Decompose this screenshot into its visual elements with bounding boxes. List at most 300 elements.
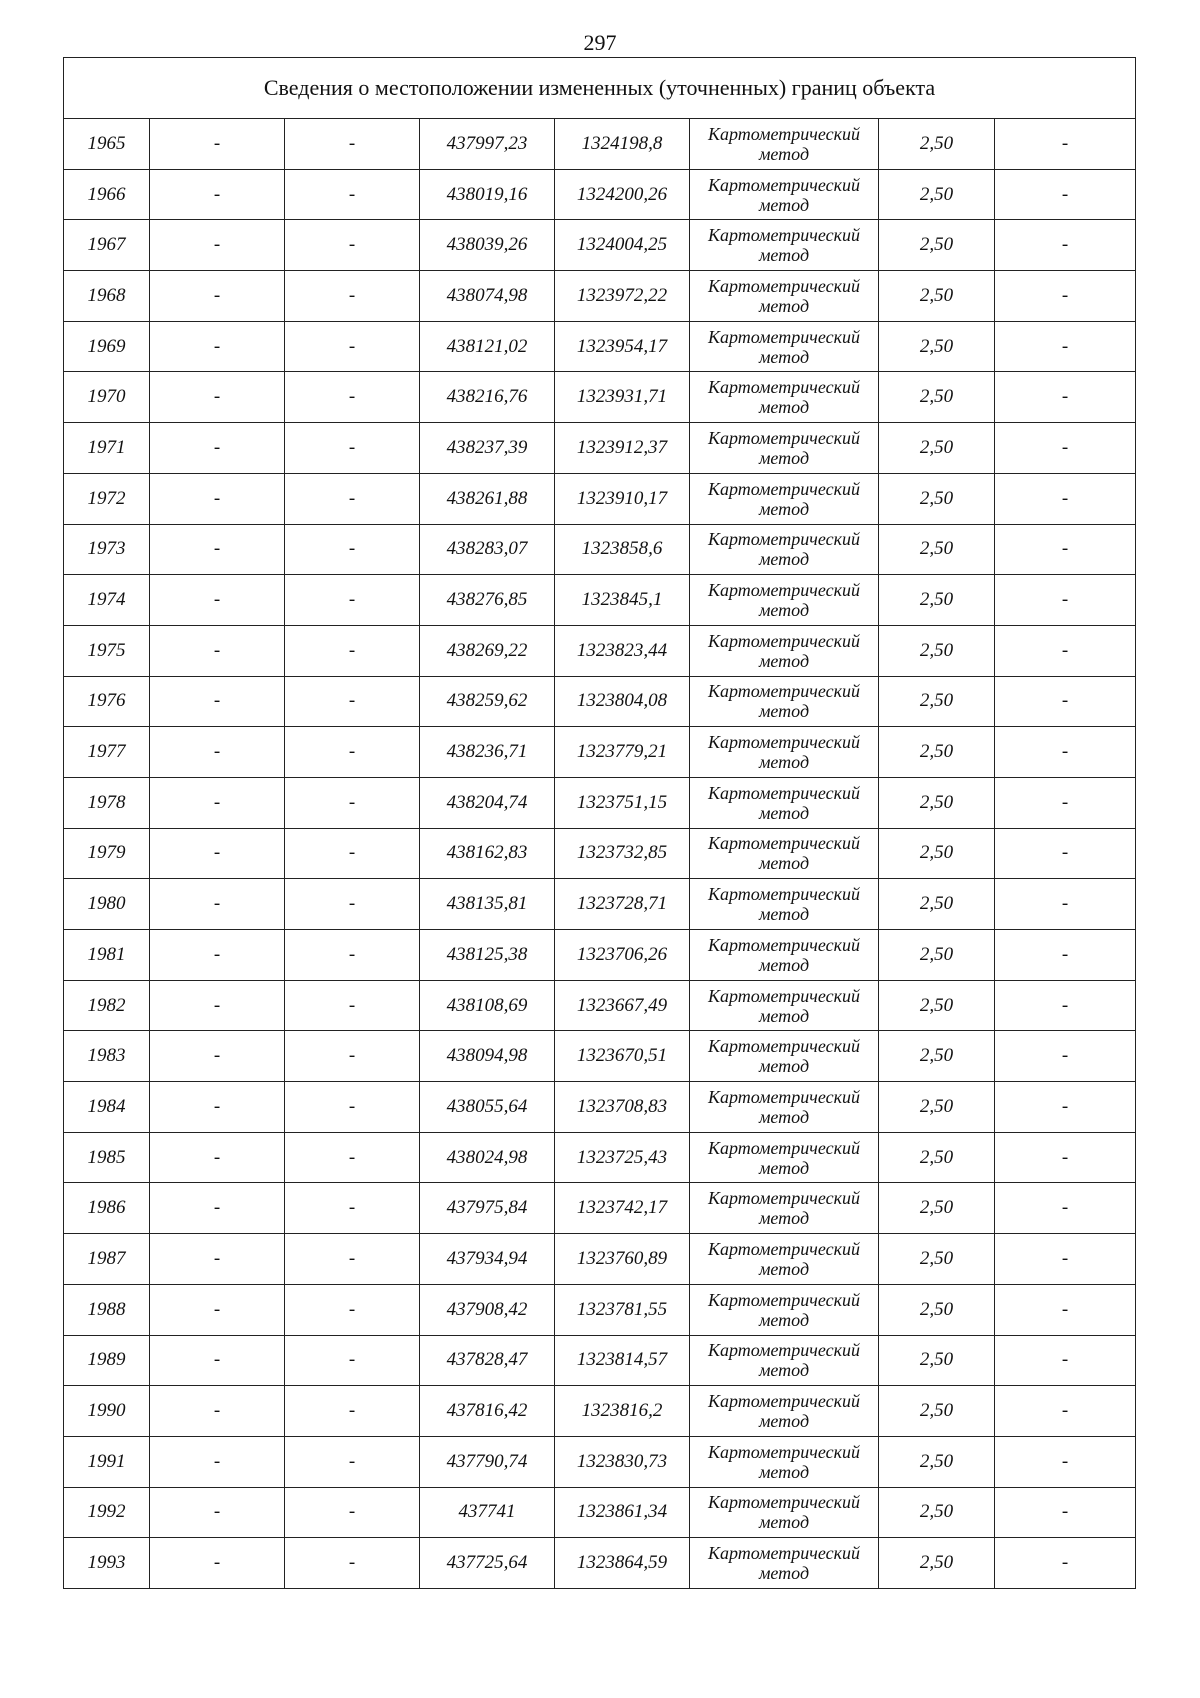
y-coordinate-cell: 1323667,49 — [555, 980, 690, 1031]
table-row — [64, 1132, 1136, 1183]
method-text: Картометрический — [707, 1543, 860, 1564]
old-x-cell: - — [150, 169, 285, 220]
description-cell: - — [995, 980, 1136, 1031]
method-cell — [690, 372, 879, 423]
description-cell: - — [995, 930, 1136, 981]
old-y-cell: - — [285, 1386, 420, 1437]
y-coordinate-cell: 1323954,17 — [555, 321, 690, 372]
point-number-cell: 1987 — [64, 1234, 150, 1285]
method-text: метод — [758, 650, 810, 671]
accuracy-cell: 2,50 — [879, 1284, 995, 1335]
accuracy-cell: 2,50 — [879, 372, 995, 423]
x-coordinate-cell: 438019,16 — [420, 169, 555, 220]
table-row — [64, 1234, 1136, 1285]
description-cell: - — [995, 1538, 1136, 1589]
table-row — [64, 980, 1136, 1031]
description-cell: - — [995, 1436, 1136, 1487]
x-coordinate-cell: 437725,64 — [420, 1538, 555, 1589]
point-number-cell: 1992 — [64, 1487, 150, 1538]
method-text: Картометрический — [707, 275, 860, 296]
point-number-cell: 1989 — [64, 1335, 150, 1386]
method-cell — [690, 169, 879, 220]
accuracy-cell: 2,50 — [879, 1031, 995, 1082]
y-coordinate-cell: 1324004,25 — [555, 220, 690, 271]
method-text: метод — [758, 1208, 810, 1229]
method-text: метод — [758, 447, 810, 468]
y-coordinate-cell: 1323725,43 — [555, 1132, 690, 1183]
table-row — [64, 575, 1136, 626]
table-row — [64, 372, 1136, 423]
method-text: Картометрический — [707, 681, 860, 702]
method-cell — [690, 777, 879, 828]
old-y-cell: - — [285, 1031, 420, 1082]
table-row — [64, 828, 1136, 879]
old-x-cell: - — [150, 879, 285, 930]
method-text: метод — [758, 904, 810, 925]
method-text: Картометрический — [707, 1391, 860, 1412]
old-x-cell: - — [150, 727, 285, 778]
old-y-cell: - — [285, 625, 420, 676]
method-text: Картометрический — [707, 529, 860, 550]
old-y-cell: - — [285, 1082, 420, 1133]
table-row — [64, 423, 1136, 474]
y-coordinate-cell: 1323728,71 — [555, 879, 690, 930]
point-number-cell: 1990 — [64, 1386, 150, 1437]
y-coordinate-cell: 1323861,34 — [555, 1487, 690, 1538]
y-coordinate-cell: 1323910,17 — [555, 473, 690, 524]
x-coordinate-cell: 438108,69 — [420, 980, 555, 1031]
x-coordinate-cell: 438074,98 — [420, 271, 555, 322]
method-text: метод — [758, 1461, 810, 1482]
old-y-cell: - — [285, 980, 420, 1031]
method-text: метод — [758, 1005, 810, 1026]
description-cell: - — [995, 1335, 1136, 1386]
description-cell: - — [995, 1284, 1136, 1335]
method-text: Картометрический — [707, 478, 860, 499]
old-y-cell: - — [285, 1436, 420, 1487]
accuracy-cell: 2,50 — [879, 575, 995, 626]
method-text: метод — [758, 752, 810, 773]
accuracy-cell: 2,50 — [879, 1082, 995, 1133]
method-text: Картометрический — [707, 427, 860, 448]
method-text: Картометрический — [707, 1441, 860, 1462]
description-cell: - — [995, 879, 1136, 930]
y-coordinate-cell: 1323830,73 — [555, 1436, 690, 1487]
table-row — [64, 1487, 1136, 1538]
accuracy-cell: 2,50 — [879, 625, 995, 676]
table-row — [64, 119, 1136, 170]
point-number-cell: 1982 — [64, 980, 150, 1031]
x-coordinate-cell: 437816,42 — [420, 1386, 555, 1437]
old-x-cell: - — [150, 828, 285, 879]
description-cell: - — [995, 1132, 1136, 1183]
description-cell: - — [995, 828, 1136, 879]
method-cell — [690, 119, 879, 170]
accuracy-cell: 2,50 — [879, 220, 995, 271]
description-cell: - — [995, 1234, 1136, 1285]
method-cell — [690, 423, 879, 474]
old-y-cell: - — [285, 271, 420, 322]
old-y-cell: - — [285, 676, 420, 727]
x-coordinate-cell: 437741 — [420, 1487, 555, 1538]
method-cell — [690, 676, 879, 727]
method-cell — [690, 727, 879, 778]
old-x-cell: - — [150, 980, 285, 1031]
accuracy-cell: 2,50 — [879, 1538, 995, 1589]
description-cell: - — [995, 372, 1136, 423]
description-cell: - — [995, 423, 1136, 474]
x-coordinate-cell: 438024,98 — [420, 1132, 555, 1183]
old-x-cell: - — [150, 1284, 285, 1335]
method-cell — [690, 271, 879, 322]
old-y-cell: - — [285, 727, 420, 778]
old-y-cell: - — [285, 1538, 420, 1589]
point-number-cell: 1977 — [64, 727, 150, 778]
description-cell: - — [995, 271, 1136, 322]
description-cell: - — [995, 575, 1136, 626]
old-x-cell: - — [150, 1436, 285, 1487]
method-text: метод — [758, 1411, 810, 1432]
old-x-cell: - — [150, 372, 285, 423]
old-x-cell: - — [150, 271, 285, 322]
y-coordinate-cell: 1323864,59 — [555, 1538, 690, 1589]
method-text: Картометрический — [707, 1188, 860, 1209]
description-cell: - — [995, 1183, 1136, 1234]
x-coordinate-cell: 438259,62 — [420, 676, 555, 727]
y-coordinate-cell: 1323751,15 — [555, 777, 690, 828]
method-cell — [690, 1183, 879, 1234]
table-row — [64, 473, 1136, 524]
x-coordinate-cell: 437790,74 — [420, 1436, 555, 1487]
old-x-cell: - — [150, 676, 285, 727]
table-row — [64, 321, 1136, 372]
accuracy-cell: 2,50 — [879, 828, 995, 879]
table-row — [64, 271, 1136, 322]
old-y-cell: - — [285, 321, 420, 372]
y-coordinate-cell: 1323760,89 — [555, 1234, 690, 1285]
y-coordinate-cell: 1323732,85 — [555, 828, 690, 879]
point-number-cell: 1985 — [64, 1132, 150, 1183]
x-coordinate-cell: 438204,74 — [420, 777, 555, 828]
old-y-cell: - — [285, 828, 420, 879]
y-coordinate-cell: 1323845,1 — [555, 575, 690, 626]
x-coordinate-cell: 438237,39 — [420, 423, 555, 474]
table-title-row — [64, 58, 1136, 119]
method-text: Картометрический — [707, 225, 860, 246]
table-row — [64, 169, 1136, 220]
description-cell: - — [995, 1487, 1136, 1538]
method-text: Картометрический — [707, 123, 860, 144]
old-y-cell: - — [285, 423, 420, 474]
boundary-coordinates-table — [63, 57, 1136, 1589]
table-row — [64, 1386, 1136, 1437]
old-x-cell: - — [150, 119, 285, 170]
old-y-cell: - — [285, 524, 420, 575]
method-text: Картометрический — [707, 1137, 860, 1158]
method-text: Картометрический — [707, 782, 860, 803]
accuracy-cell: 2,50 — [879, 879, 995, 930]
method-text: метод — [758, 143, 810, 164]
accuracy-cell: 2,50 — [879, 980, 995, 1031]
method-text: Картометрический — [707, 884, 860, 905]
method-text: Картометрический — [707, 833, 860, 854]
description-cell: - — [995, 321, 1136, 372]
method-text: метод — [758, 1157, 810, 1178]
method-text: метод — [758, 701, 810, 722]
x-coordinate-cell: 438055,64 — [420, 1082, 555, 1133]
accuracy-cell: 2,50 — [879, 1132, 995, 1183]
method-text: Картометрический — [707, 174, 860, 195]
description-cell: - — [995, 473, 1136, 524]
point-number-cell: 1968 — [64, 271, 150, 322]
x-coordinate-cell: 438125,38 — [420, 930, 555, 981]
method-text: метод — [758, 1309, 810, 1330]
y-coordinate-cell: 1323779,21 — [555, 727, 690, 778]
point-number-cell: 1978 — [64, 777, 150, 828]
old-x-cell: - — [150, 1487, 285, 1538]
table-row — [64, 220, 1136, 271]
method-text: Картометрический — [707, 985, 860, 1006]
accuracy-cell: 2,50 — [879, 321, 995, 372]
point-number-cell: 1966 — [64, 169, 150, 220]
point-number-cell: 1972 — [64, 473, 150, 524]
y-coordinate-cell: 1323912,37 — [555, 423, 690, 474]
method-cell — [690, 1031, 879, 1082]
point-number-cell: 1991 — [64, 1436, 150, 1487]
description-cell: - — [995, 119, 1136, 170]
accuracy-cell: 2,50 — [879, 271, 995, 322]
page-number: 297 — [583, 30, 617, 55]
y-coordinate-cell: 1323816,2 — [555, 1386, 690, 1437]
old-y-cell: - — [285, 119, 420, 170]
y-coordinate-cell: 1323804,08 — [555, 676, 690, 727]
x-coordinate-cell: 438162,83 — [420, 828, 555, 879]
accuracy-cell: 2,50 — [879, 524, 995, 575]
y-coordinate-cell: 1324200,26 — [555, 169, 690, 220]
method-text: Картометрический — [707, 326, 860, 347]
y-coordinate-cell: 1323931,71 — [555, 372, 690, 423]
table-row — [64, 1284, 1136, 1335]
method-cell — [690, 1436, 879, 1487]
method-text: Картометрический — [707, 377, 860, 398]
point-number-cell: 1986 — [64, 1183, 150, 1234]
x-coordinate-cell: 438236,71 — [420, 727, 555, 778]
x-coordinate-cell: 438276,85 — [420, 575, 555, 626]
table-row — [64, 1031, 1136, 1082]
method-text: метод — [758, 346, 810, 367]
y-coordinate-cell: 1323823,44 — [555, 625, 690, 676]
old-x-cell: - — [150, 625, 285, 676]
method-cell — [690, 321, 879, 372]
method-text: метод — [758, 802, 810, 823]
accuracy-cell: 2,50 — [879, 1335, 995, 1386]
method-text: метод — [758, 295, 810, 316]
method-cell — [690, 1386, 879, 1437]
old-y-cell: - — [285, 169, 420, 220]
old-x-cell: - — [150, 473, 285, 524]
table-row — [64, 1335, 1136, 1386]
x-coordinate-cell: 437934,94 — [420, 1234, 555, 1285]
y-coordinate-cell: 1323781,55 — [555, 1284, 690, 1335]
method-text: метод — [758, 954, 810, 975]
table-row — [64, 1183, 1136, 1234]
method-cell — [690, 1082, 879, 1133]
point-number-cell: 1971 — [64, 423, 150, 474]
table-row — [64, 727, 1136, 778]
method-cell — [690, 1487, 879, 1538]
table-row — [64, 1082, 1136, 1133]
method-text: Картометрический — [707, 1238, 860, 1259]
y-coordinate-cell: 1323706,26 — [555, 930, 690, 981]
table-row — [64, 777, 1136, 828]
table-row — [64, 930, 1136, 981]
method-text: метод — [758, 1563, 810, 1584]
point-number-cell: 1988 — [64, 1284, 150, 1335]
point-number-cell: 1980 — [64, 879, 150, 930]
x-coordinate-cell: 437908,42 — [420, 1284, 555, 1335]
method-cell — [690, 220, 879, 271]
method-text: метод — [758, 853, 810, 874]
x-coordinate-cell: 438216,76 — [420, 372, 555, 423]
x-coordinate-cell: 437997,23 — [420, 119, 555, 170]
method-cell — [690, 980, 879, 1031]
table-title: Сведения о местоположении измененных (уточненных) границ объекта — [64, 58, 1136, 119]
method-text: Картометрический — [707, 1289, 860, 1310]
description-cell: - — [995, 169, 1136, 220]
description-cell: - — [995, 676, 1136, 727]
accuracy-cell: 2,50 — [879, 1183, 995, 1234]
accuracy-cell: 2,50 — [879, 169, 995, 220]
y-coordinate-cell: 1323708,83 — [555, 1082, 690, 1133]
method-text: метод — [758, 245, 810, 266]
accuracy-cell: 2,50 — [879, 1234, 995, 1285]
method-text: метод — [758, 600, 810, 621]
method-text: метод — [758, 397, 810, 418]
method-cell — [690, 1234, 879, 1285]
point-number-cell: 1993 — [64, 1538, 150, 1589]
method-text: Картометрический — [707, 1492, 860, 1513]
x-coordinate-cell: 438135,81 — [420, 879, 555, 930]
y-coordinate-cell: 1323742,17 — [555, 1183, 690, 1234]
method-cell — [690, 575, 879, 626]
old-x-cell: - — [150, 220, 285, 271]
table-row — [64, 879, 1136, 930]
description-cell: - — [995, 1082, 1136, 1133]
accuracy-cell: 2,50 — [879, 119, 995, 170]
old-y-cell: - — [285, 473, 420, 524]
old-x-cell: - — [150, 1335, 285, 1386]
point-number-cell: 1970 — [64, 372, 150, 423]
accuracy-cell: 2,50 — [879, 930, 995, 981]
old-x-cell: - — [150, 575, 285, 626]
old-y-cell: - — [285, 1335, 420, 1386]
point-number-cell: 1976 — [64, 676, 150, 727]
description-cell: - — [995, 727, 1136, 778]
x-coordinate-cell: 438261,88 — [420, 473, 555, 524]
point-number-cell: 1975 — [64, 625, 150, 676]
point-number-cell: 1973 — [64, 524, 150, 575]
method-text: метод — [758, 194, 810, 215]
point-number-cell: 1974 — [64, 575, 150, 626]
table-row — [64, 625, 1136, 676]
old-y-cell: - — [285, 220, 420, 271]
description-cell: - — [995, 777, 1136, 828]
old-x-cell: - — [150, 1538, 285, 1589]
old-x-cell: - — [150, 1082, 285, 1133]
old-x-cell: - — [150, 1132, 285, 1183]
method-cell — [690, 524, 879, 575]
accuracy-cell: 2,50 — [879, 676, 995, 727]
x-coordinate-cell: 437975,84 — [420, 1183, 555, 1234]
accuracy-cell: 2,50 — [879, 423, 995, 474]
point-number-cell: 1969 — [64, 321, 150, 372]
y-coordinate-cell: 1323670,51 — [555, 1031, 690, 1082]
accuracy-cell: 2,50 — [879, 473, 995, 524]
y-coordinate-cell: 1324198,8 — [555, 119, 690, 170]
description-cell: - — [995, 625, 1136, 676]
point-number-cell: 1967 — [64, 220, 150, 271]
method-cell — [690, 1538, 879, 1589]
y-coordinate-cell: 1323814,57 — [555, 1335, 690, 1386]
method-cell — [690, 930, 879, 981]
old-y-cell: - — [285, 372, 420, 423]
method-cell — [690, 828, 879, 879]
method-text: метод — [758, 1360, 810, 1381]
method-text: метод — [758, 549, 810, 570]
description-cell: - — [995, 524, 1136, 575]
method-cell — [690, 625, 879, 676]
table-row — [64, 1538, 1136, 1589]
accuracy-cell: 2,50 — [879, 1487, 995, 1538]
x-coordinate-cell: 438094,98 — [420, 1031, 555, 1082]
old-y-cell: - — [285, 1183, 420, 1234]
point-number-cell: 1979 — [64, 828, 150, 879]
method-text: метод — [758, 1106, 810, 1127]
method-cell — [690, 879, 879, 930]
method-cell — [690, 473, 879, 524]
x-coordinate-cell: 438269,22 — [420, 625, 555, 676]
method-text: метод — [758, 1258, 810, 1279]
point-number-cell: 1983 — [64, 1031, 150, 1082]
method-text: метод — [758, 498, 810, 519]
old-x-cell: - — [150, 1183, 285, 1234]
old-y-cell: - — [285, 777, 420, 828]
x-coordinate-cell: 438121,02 — [420, 321, 555, 372]
description-cell: - — [995, 220, 1136, 271]
y-coordinate-cell: 1323858,6 — [555, 524, 690, 575]
old-y-cell: - — [285, 575, 420, 626]
old-x-cell: - — [150, 777, 285, 828]
table-row — [64, 676, 1136, 727]
old-x-cell: - — [150, 1234, 285, 1285]
old-x-cell: - — [150, 423, 285, 474]
method-cell — [690, 1284, 879, 1335]
method-text: Картометрический — [707, 1086, 860, 1107]
old-x-cell: - — [150, 1031, 285, 1082]
table-row — [64, 524, 1136, 575]
old-y-cell: - — [285, 1284, 420, 1335]
old-y-cell: - — [285, 1132, 420, 1183]
table-row — [64, 1436, 1136, 1487]
old-y-cell: - — [285, 1234, 420, 1285]
method-text: метод — [758, 1056, 810, 1077]
method-text: Картометрический — [707, 580, 860, 601]
x-coordinate-cell: 438039,26 — [420, 220, 555, 271]
x-coordinate-cell: 437828,47 — [420, 1335, 555, 1386]
method-text: Картометрический — [707, 630, 860, 651]
old-x-cell: - — [150, 524, 285, 575]
method-text: Картометрический — [707, 1340, 860, 1361]
